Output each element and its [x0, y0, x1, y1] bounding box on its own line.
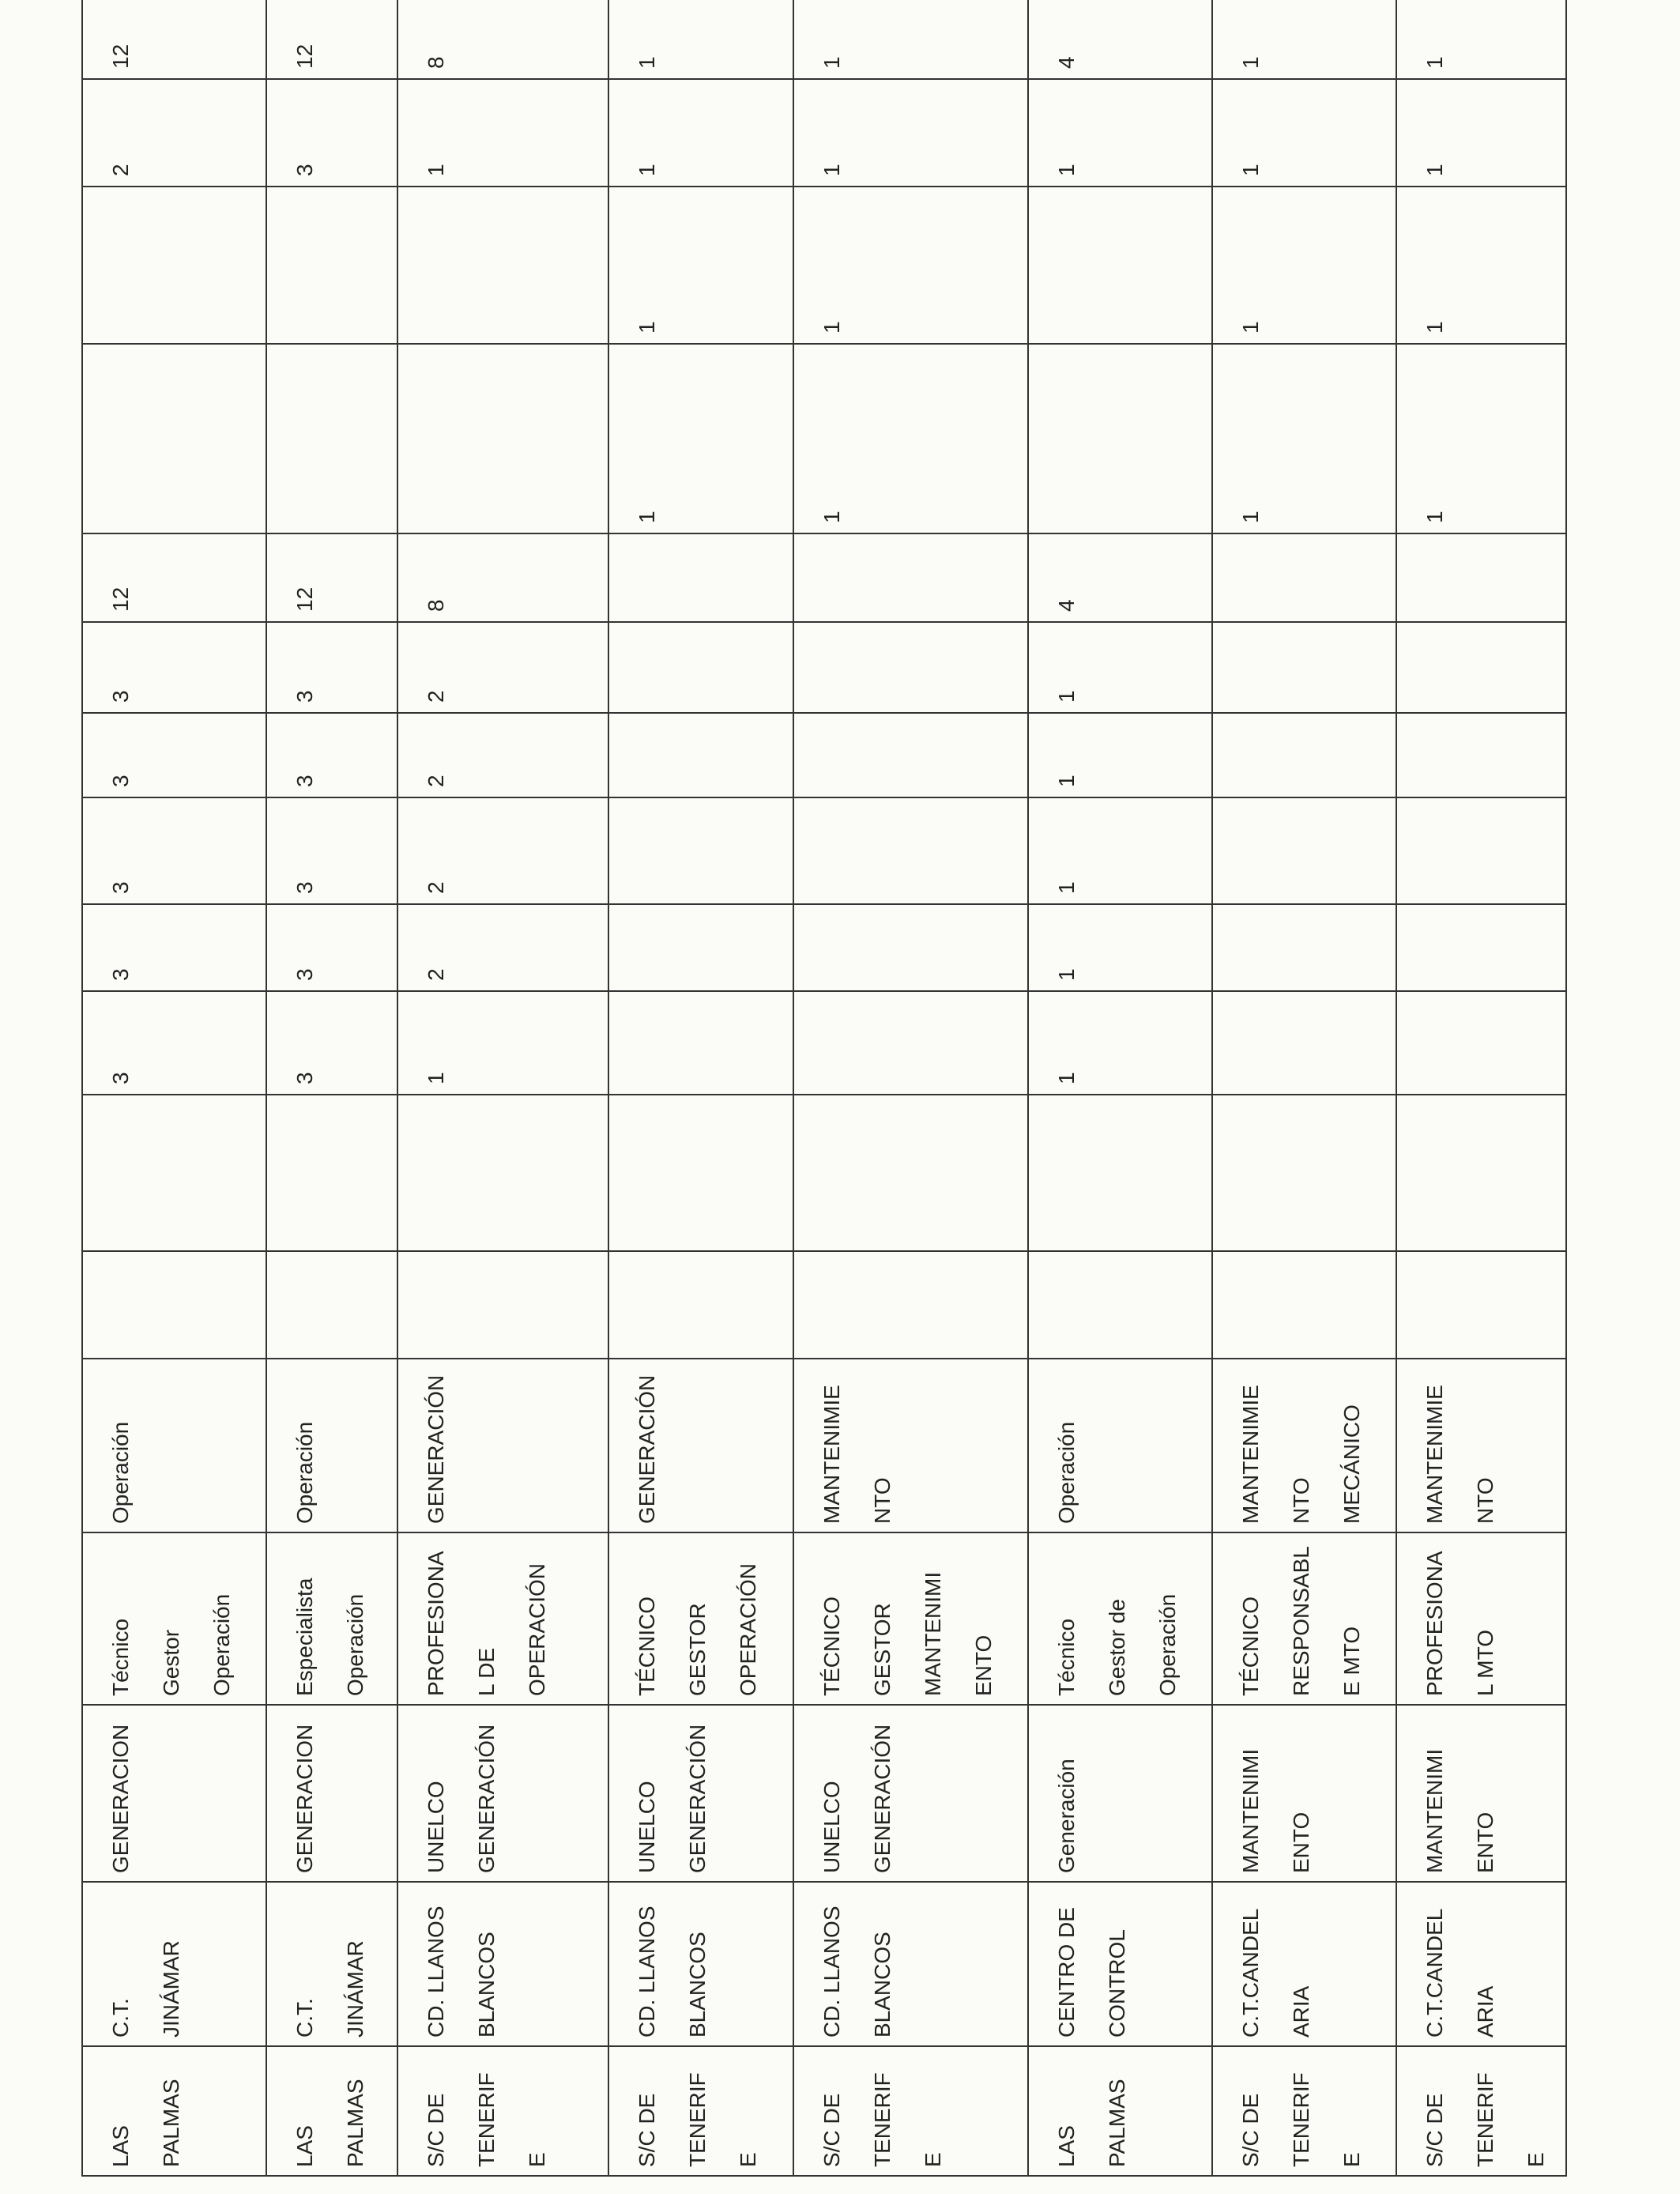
- table-cell: [266, 991, 397, 1095]
- table-cell: [608, 1359, 793, 1532]
- cell-text: 2: [424, 881, 448, 894]
- table-row: [266, 0, 397, 2176]
- cell-text: Operación: [292, 1421, 317, 1524]
- cell-text: 1: [424, 1072, 448, 1084]
- table-cell: [793, 713, 1028, 797]
- table-cell: [793, 344, 1028, 533]
- table-cell: [1396, 713, 1566, 797]
- table-cell: [1212, 79, 1396, 187]
- table-cell: [266, 1095, 397, 1251]
- table-cell: [1212, 1882, 1396, 2046]
- table-cell: [793, 1882, 1028, 2046]
- cell-text: 2: [108, 164, 133, 176]
- table-cell: [1212, 1251, 1396, 1359]
- table-cell: [793, 0, 1028, 79]
- table-cell: [266, 713, 397, 797]
- table-cell: [82, 2046, 266, 2176]
- table-cell: [1028, 187, 1212, 344]
- table-cell: [793, 797, 1028, 904]
- table-cell: [266, 533, 397, 622]
- cell-text: GENERACION: [292, 1724, 317, 1873]
- cell-text: CD. LLANOS BLANCOS: [424, 1906, 499, 2038]
- table-cell: [266, 344, 397, 533]
- table-row: [1028, 0, 1212, 2176]
- table-cell: [397, 991, 608, 1095]
- table-cell: [397, 1359, 608, 1532]
- table-row: [397, 0, 608, 2176]
- table-cell: [82, 713, 266, 797]
- cell-text: S/C DE TENERIF E: [1238, 2072, 1364, 2167]
- cell-text: 1: [1054, 968, 1079, 981]
- cell-text: 1: [635, 511, 659, 523]
- table-row: [1212, 0, 1396, 2176]
- table-cell: [1028, 622, 1212, 713]
- table-cell: [266, 187, 397, 344]
- table-cell: [1212, 713, 1396, 797]
- table-cell: [608, 79, 793, 187]
- cell-text: UNELCO GENERACIÓN: [819, 1724, 895, 1873]
- cell-text: 4: [1054, 599, 1079, 612]
- table-cell: [793, 1705, 1028, 1882]
- table-cell: [397, 622, 608, 713]
- table-cell: [1212, 0, 1396, 79]
- table-cell: [397, 533, 608, 622]
- table-cell: [1028, 713, 1212, 797]
- table-cell: [793, 622, 1028, 713]
- cell-text: 3: [292, 1072, 317, 1084]
- cell-text: TÉCNICO RESPONSABL E MTO: [1238, 1546, 1364, 1696]
- cell-text: 1: [819, 321, 844, 334]
- table-cell: [793, 991, 1028, 1095]
- cell-text: 1: [1054, 881, 1079, 894]
- table-cell: [1396, 533, 1566, 622]
- table-cell: [608, 1251, 793, 1359]
- cell-text: Operación: [1054, 1421, 1079, 1524]
- table-cell: [82, 533, 266, 622]
- cell-text: 1: [1422, 164, 1447, 176]
- cell-text: 1: [1238, 321, 1263, 334]
- table-cell: [1028, 1882, 1212, 2046]
- table-cell: [82, 991, 266, 1095]
- cell-text: LAS PALMAS: [292, 2079, 367, 2167]
- cell-text: MANTENIMI ENTO: [1422, 1748, 1497, 1873]
- table-cell: [1028, 533, 1212, 622]
- cell-text: C.T. JINÁMAR: [108, 1940, 183, 2038]
- table-cell: [266, 1705, 397, 1882]
- cell-text: 2: [424, 968, 448, 981]
- table-cell: [397, 797, 608, 904]
- cell-text: 12: [108, 586, 133, 612]
- cell-text: 1: [1422, 321, 1447, 334]
- cell-text: GENERACIÓN: [635, 1374, 659, 1524]
- table-cell: [1212, 2046, 1396, 2176]
- cell-text: TÉCNICO GESTOR OPERACIÓN: [635, 1563, 760, 1696]
- table-cell: [1396, 0, 1566, 79]
- table-cell: [1396, 1359, 1566, 1532]
- table-cell: [608, 1882, 793, 2046]
- cell-text: 12: [292, 586, 317, 612]
- cell-text: 1: [635, 164, 659, 176]
- table-cell: [82, 1882, 266, 2046]
- cell-text: 8: [424, 56, 448, 69]
- table-cell: [397, 2046, 608, 2176]
- table-cell: [793, 1359, 1028, 1532]
- cell-text: UNELCO GENERACIÓN: [424, 1724, 499, 1873]
- table-cell: [82, 1095, 266, 1251]
- table-cell: [1396, 1251, 1566, 1359]
- table-cell: [1396, 2046, 1566, 2176]
- table-cell: [793, 1095, 1028, 1251]
- table-cell: [1028, 1359, 1212, 1532]
- staffing-table: [81, 0, 1567, 2177]
- table-cell: [608, 1532, 793, 1705]
- cell-text: 1: [1238, 164, 1263, 176]
- cell-text: C.T.CANDEL ARIA: [1238, 1908, 1313, 2038]
- cell-text: 3: [292, 968, 317, 981]
- table-cell: [793, 187, 1028, 344]
- cell-text: 8: [424, 599, 448, 612]
- cell-text: 3: [292, 690, 317, 703]
- table-cell: [608, 1095, 793, 1251]
- cell-text: 4: [1054, 56, 1079, 69]
- table-cell: [1396, 904, 1566, 991]
- table-cell: [266, 797, 397, 904]
- table-cell: [1212, 904, 1396, 991]
- table-cell: [1212, 344, 1396, 533]
- cell-text: 1: [1054, 1072, 1079, 1084]
- cell-text: GENERACION: [108, 1724, 133, 1873]
- cell-text: 3: [108, 690, 133, 703]
- cell-text: MANTENIMIE NTO: [1422, 1385, 1497, 1524]
- cell-text: MANTENIMI ENTO: [1238, 1748, 1313, 1873]
- table-cell: [266, 1882, 397, 2046]
- table-cell: [608, 797, 793, 904]
- table-cell: [1396, 1882, 1566, 2046]
- cell-text: CD. LLANOS BLANCOS: [819, 1906, 895, 2038]
- table-row: [793, 0, 1028, 2176]
- table-cell: [1028, 991, 1212, 1095]
- table-cell: [82, 797, 266, 904]
- table-cell: [82, 622, 266, 713]
- cell-text: 1: [819, 56, 844, 69]
- table-cell: [1212, 1095, 1396, 1251]
- cell-text: Operación: [108, 1421, 133, 1524]
- cell-text: 1: [1422, 56, 1447, 69]
- cell-text: 3: [292, 881, 317, 894]
- cell-text: 3: [108, 1072, 133, 1084]
- cell-text: Técnico Gestor Operación: [108, 1593, 234, 1696]
- table-cell: [82, 1359, 266, 1532]
- table-cell: [82, 904, 266, 991]
- table-cell: [266, 622, 397, 713]
- cell-text: 3: [108, 881, 133, 894]
- table-cell: [82, 1705, 266, 1882]
- table-cell: [266, 2046, 397, 2176]
- table-cell: [793, 2046, 1028, 2176]
- table-cell: [608, 713, 793, 797]
- table-cell: [397, 344, 608, 533]
- table-cell: [793, 904, 1028, 991]
- table-cell: [608, 344, 793, 533]
- table-cell: [793, 79, 1028, 187]
- table-cell: [82, 344, 266, 533]
- table-cell: [608, 187, 793, 344]
- table-cell: [1028, 1095, 1212, 1251]
- table-row: [608, 0, 793, 2176]
- table-cell: [1028, 0, 1212, 79]
- table-cell: [266, 1532, 397, 1705]
- cell-text: 1: [1238, 56, 1263, 69]
- table-cell: [397, 1882, 608, 2046]
- table-cell: [608, 991, 793, 1095]
- cell-text: TÉCNICO GESTOR MANTENIMI ENTO: [819, 1571, 996, 1696]
- table-cell: [793, 1532, 1028, 1705]
- table-row: [82, 0, 266, 2176]
- table-cell: [1028, 344, 1212, 533]
- cell-text: Especialista Operación: [292, 1578, 367, 1696]
- cell-text: LAS PALMAS: [1054, 2079, 1129, 2167]
- cell-text: 3: [292, 164, 317, 176]
- table-cell: [1396, 991, 1566, 1095]
- table-cell: [1396, 622, 1566, 713]
- table-row: [1396, 0, 1566, 2176]
- cell-text: Generación: [1054, 1759, 1079, 1873]
- table-cell: [397, 1095, 608, 1251]
- cell-text: S/C DE TENERIF E: [424, 2072, 549, 2167]
- cell-text: 2: [424, 775, 448, 787]
- table-cell: [266, 1359, 397, 1532]
- table-cell: [1396, 344, 1566, 533]
- cell-text: 3: [292, 775, 317, 787]
- cell-text: 1: [819, 511, 844, 523]
- table-cell: [397, 0, 608, 79]
- table-cell: [397, 713, 608, 797]
- table-cell: [1028, 904, 1212, 991]
- cell-text: UNELCO GENERACIÓN: [635, 1724, 710, 1873]
- cell-text: LAS PALMAS: [108, 2079, 183, 2167]
- cell-text: 1: [1238, 511, 1263, 523]
- table-cell: [608, 1705, 793, 1882]
- table-cell: [82, 1251, 266, 1359]
- table-cell: [1396, 187, 1566, 344]
- table-cell: [1212, 622, 1396, 713]
- table-cell: [82, 0, 266, 79]
- table-cell: [1396, 1532, 1566, 1705]
- cell-text: PROFESIONA L DE OPERACIÓN: [424, 1551, 549, 1696]
- table-cell: [82, 79, 266, 187]
- rotated-table-frame: [81, 16, 1565, 2177]
- cell-text: PROFESIONA L MTO: [1422, 1551, 1497, 1696]
- table-cell: [1028, 797, 1212, 904]
- cell-text: 3: [108, 775, 133, 787]
- cell-text: 1: [635, 321, 659, 334]
- cell-text: CENTRO DE CONTROL: [1054, 1907, 1129, 2038]
- table-cell: [608, 0, 793, 79]
- table-cell: [1396, 1705, 1566, 1882]
- cell-text: GENERACIÓN: [424, 1374, 448, 1524]
- table-cell: [397, 1532, 608, 1705]
- cell-text: S/C DE TENERIF E: [819, 2072, 945, 2167]
- cell-text: S/C DE TENERIF E: [635, 2072, 760, 2167]
- table-cell: [793, 1251, 1028, 1359]
- table-cell: [397, 1251, 608, 1359]
- cell-text: 1: [635, 56, 659, 69]
- cell-text: 12: [108, 43, 133, 69]
- table-cell: [1212, 1532, 1396, 1705]
- table-cell: [1396, 79, 1566, 187]
- table-cell: [82, 1532, 266, 1705]
- table-cell: [1028, 79, 1212, 187]
- table-cell: [608, 2046, 793, 2176]
- cell-text: 1: [1054, 164, 1079, 176]
- cell-text: 1: [1054, 690, 1079, 703]
- cell-text: MANTENIMIE NTO: [819, 1385, 895, 1524]
- table-cell: [1212, 1705, 1396, 1882]
- table-cell: [1212, 1359, 1396, 1532]
- table-cell: [1396, 797, 1566, 904]
- table-cell: [1028, 1705, 1212, 1882]
- table-cell: [1028, 1251, 1212, 1359]
- cell-text: 1: [424, 164, 448, 176]
- cell-text: 1: [1054, 775, 1079, 787]
- table-cell: [608, 622, 793, 713]
- cell-text: 1: [1422, 511, 1447, 523]
- cell-text: 2: [424, 690, 448, 703]
- table-cell: [1212, 797, 1396, 904]
- cell-text: CD. LLANOS BLANCOS: [635, 1906, 710, 2038]
- table-cell: [266, 79, 397, 187]
- table-cell: [608, 904, 793, 991]
- table-cell: [397, 79, 608, 187]
- cell-text: MANTENIMIE NTO MECÁNICO: [1238, 1385, 1364, 1524]
- table-cell: [1396, 1095, 1566, 1251]
- cell-text: C.T.CANDEL ARIA: [1422, 1908, 1497, 2038]
- table-cell: [266, 904, 397, 991]
- table-cell: [1212, 187, 1396, 344]
- table-cell: [1028, 2046, 1212, 2176]
- table-cell: [608, 533, 793, 622]
- table-cell: [397, 187, 608, 344]
- table-cell: [1212, 991, 1396, 1095]
- table-cell: [82, 187, 266, 344]
- table-cell: [266, 1251, 397, 1359]
- cell-text: C.T. JINÁMAR: [292, 1940, 367, 2038]
- cell-text: 3: [108, 968, 133, 981]
- cell-text: 1: [819, 164, 844, 176]
- table-cell: [1028, 1532, 1212, 1705]
- table-cell: [1212, 533, 1396, 622]
- cell-text: Técnico Gestor de Operación: [1054, 1593, 1180, 1696]
- table-cell: [793, 533, 1028, 622]
- table-cell: [397, 1705, 608, 1882]
- cell-text: S/C DE TENERIF E: [1422, 2072, 1548, 2167]
- table-cell: [266, 0, 397, 79]
- table-cell: [397, 904, 608, 991]
- cell-text: 12: [292, 43, 317, 69]
